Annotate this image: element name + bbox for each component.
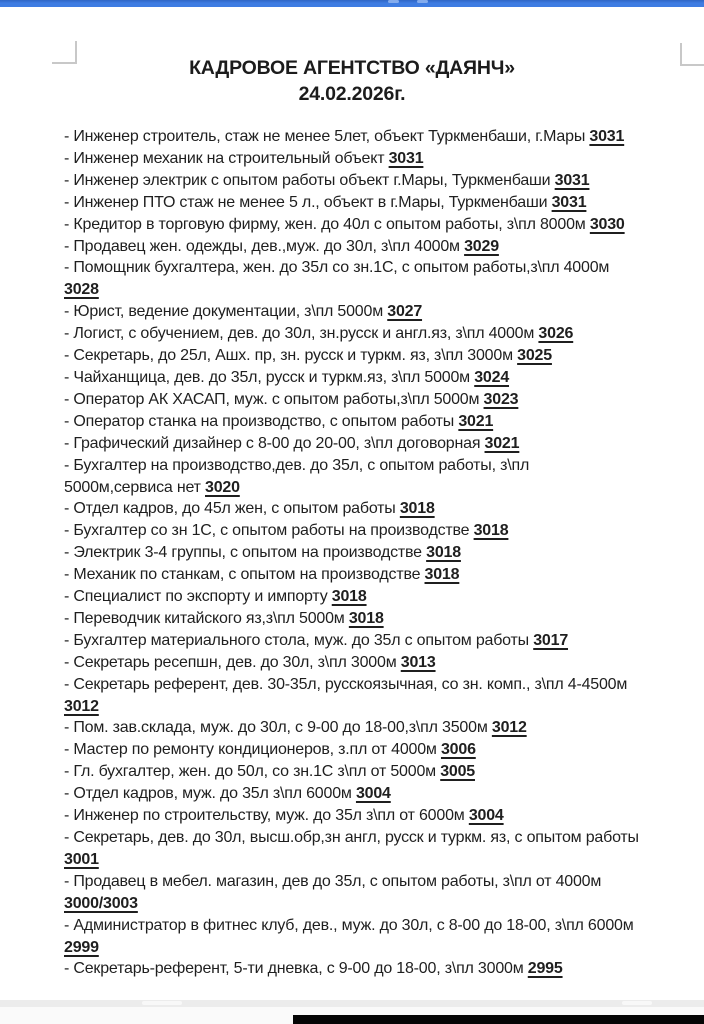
job-code: 3031	[589, 128, 625, 145]
job-text: - Механик по станкам, с опытом на производстве	[64, 566, 425, 584]
job-text: - Секретарь, дев. до 30л, высш.обр,зн англ, русск и туркм. яз, с опытом работы	[64, 829, 639, 846]
job-line	[64, 367, 670, 389]
job-line	[64, 257, 670, 301]
document-title: КАДРОВОЕ АГЕНТСТВО «ДАЯНЧ»	[189, 57, 515, 79]
job-code: 3018	[473, 522, 509, 540]
job-text: - Секретарь-референт, 5-ти дневка, с 9-00 до 18-00, з\пл 3000м	[64, 960, 528, 978]
job-code: 2995	[527, 960, 563, 978]
job-text: - Электрик 3-4 группы, с опытом на производстве	[64, 544, 427, 562]
job-code: 3020	[205, 478, 240, 496]
job-code: 3027	[387, 303, 423, 321]
job-code: 3023	[483, 390, 519, 408]
job-code: 3018	[399, 500, 435, 518]
job-list	[0, 126, 704, 980]
job-text: - Секретарь референт, дев. 30-35л, русскоязычная, со зн. комп., з\пл 4-4500м	[64, 675, 628, 693]
job-code: 3017	[533, 631, 569, 649]
job-code: 3021	[484, 434, 520, 452]
progress-highlight-dot	[388, 0, 399, 3]
job-code: 3006	[440, 741, 476, 759]
job-text: - Оператор станка на производство, с опытом работы	[64, 412, 459, 430]
job-code: 3005	[440, 763, 475, 781]
job-code: 3018	[331, 588, 367, 606]
job-text: - Специалист по экспорту и импорту	[64, 588, 332, 606]
job-line	[64, 608, 670, 630]
document-date: 24.02.2026г.	[298, 83, 406, 105]
job-line	[64, 564, 670, 586]
job-text: - Графический дизайнер с 8-00 до 20-00, з\пл договорная	[64, 434, 485, 452]
job-text: - Отдел кадров, муж. до 35л з\пл 6000м	[64, 785, 356, 803]
job-text: - Секретарь, до 25л, Ашх. пр, зн. русск и туркм. яз, з\пл 3000м	[64, 347, 518, 365]
margin-corner-mark-top-right-icon	[680, 43, 704, 66]
job-code: 3018	[426, 544, 461, 562]
job-code: 3031	[554, 171, 590, 189]
job-line	[64, 323, 670, 345]
job-line	[64, 170, 670, 192]
job-text: - Инженер строитель, стаж не менее 5лет, объект Туркменбаши, г.Мары	[64, 128, 590, 145]
job-text: - Бухгалтер материального стола, муж. до 35л с опытом работы	[64, 631, 534, 649]
job-code: 3028	[64, 281, 99, 299]
job-text: - Продавец в мебел. магазин, дев до 35л, с опытом работы, з\пл от 4000м	[64, 872, 602, 890]
job-code: 3013	[400, 653, 436, 671]
job-text: - Инженер ПТО стаж не менее 5 л., объект в г.Мары, Туркменбаши	[64, 193, 552, 211]
job-text: - Чайханщица, дев. до 35л, русск и туркм.яз, з\пл 5000м	[64, 368, 475, 386]
job-code: 3030	[589, 215, 625, 233]
top-progress-bar	[0, 0, 704, 7]
job-code: 3018	[348, 609, 384, 627]
job-line	[64, 411, 670, 433]
job-text: - Гл. бухгалтер, жен. до 50л, со зн.1С з\пл от 5000м	[64, 763, 441, 781]
job-line	[64, 236, 670, 258]
job-code: 3029	[464, 237, 499, 255]
job-code: 3000/3003	[64, 894, 138, 912]
job-line	[64, 958, 670, 980]
job-code: 3026	[538, 325, 574, 343]
job-line	[64, 586, 670, 608]
job-line	[64, 301, 670, 323]
document-page[interactable]	[0, 7, 704, 1000]
progress-highlight-dot	[417, 0, 428, 3]
job-text: - Отдел кадров, до 45л жен, с опытом работы	[64, 500, 400, 518]
job-line	[64, 520, 670, 542]
job-text: - Юрист, ведение документации, з\пл 5000м	[64, 303, 388, 321]
job-line	[64, 389, 670, 411]
job-code: 3004	[355, 785, 391, 803]
job-line	[64, 805, 670, 827]
job-line	[64, 433, 670, 455]
margin-corner-mark-top-left-icon	[52, 41, 77, 64]
job-text-continued: 5000м,сервиса нет	[64, 478, 205, 496]
job-text: - Секретарь ресепшн, дев. до 30л, з\пл 3000м	[64, 653, 401, 671]
job-line	[64, 717, 670, 739]
page-gap	[0, 1000, 704, 1007]
job-text: - Бухгалтер со зн 1С, с опытом работы на производстве	[64, 522, 474, 540]
job-text: - Инженер механик на строительный объект	[64, 149, 389, 167]
job-line	[64, 345, 670, 367]
job-text: - Инженер электрик с опытом работы объект г.Мары, Туркменбаши	[64, 171, 555, 189]
job-line	[64, 148, 670, 170]
job-line	[64, 827, 670, 871]
job-text: - Инженер по строительству, муж. до 35л з\пл от 6000м	[64, 807, 469, 825]
page-gap-notch	[142, 1001, 182, 1005]
job-text: - Пом. зав.склада, муж. до 30л, с 9-00 до 18-00,з\пл 3500м	[64, 719, 492, 737]
job-text: - Администратор в фитнес клуб, дев., муж. до 30л, с 8-00 до 18-00, з\пл 6000м	[64, 916, 634, 934]
job-line	[64, 652, 670, 674]
job-text: - Продавец жен. одежды, дев.,муж. до 30л, з\пл 4000м	[64, 237, 465, 255]
job-code: 3012	[491, 719, 527, 737]
job-line	[64, 674, 670, 718]
job-code: 2999	[64, 938, 99, 956]
page-gap-notch	[622, 1001, 652, 1005]
job-text: - Кредитор в торговую фирму, жен. до 40л с опытом работы, з\пл 8000м	[64, 215, 590, 233]
job-line	[64, 498, 670, 520]
job-code: 3001	[64, 850, 99, 868]
job-line	[64, 214, 670, 236]
job-code: 3018	[424, 566, 460, 584]
job-text: - Помощник бухгалтера, жен. до 35л со зн.1С, с опытом работы,з\пл 4000м	[64, 259, 610, 277]
job-line	[64, 761, 670, 783]
job-code: 3031	[388, 149, 424, 167]
job-text: - Бухгалтер на производство,дев. до 35л, с опытом работы, з\пл	[64, 456, 530, 474]
job-code: 3012	[64, 697, 99, 715]
job-line	[64, 126, 670, 148]
job-code: 3024	[474, 368, 510, 386]
job-line	[64, 455, 670, 499]
job-line	[64, 915, 670, 959]
job-line	[64, 871, 670, 915]
job-code: 3031	[551, 193, 587, 211]
bottom-black-bar	[293, 1015, 704, 1024]
job-text: - Оператор АК ХАСАП, муж. с опытом работы,з\пл 5000м	[64, 390, 484, 408]
job-code: 3004	[468, 807, 504, 825]
job-line	[64, 739, 670, 761]
job-text: - Мастер по ремонту кондиционеров, з.пл от 4000м	[64, 741, 441, 759]
job-text: - Переводчик китайского яз,з\пл 5000м	[64, 609, 349, 627]
job-code: 3025	[517, 347, 552, 365]
job-line	[64, 542, 670, 564]
job-line	[64, 192, 670, 214]
job-code: 3021	[458, 412, 494, 430]
job-line	[64, 630, 670, 652]
job-text: - Логист, с обучением, дев. до 30л, зн.русск и англ.яз, з\пл 4000м	[64, 325, 539, 343]
job-line	[64, 783, 670, 805]
